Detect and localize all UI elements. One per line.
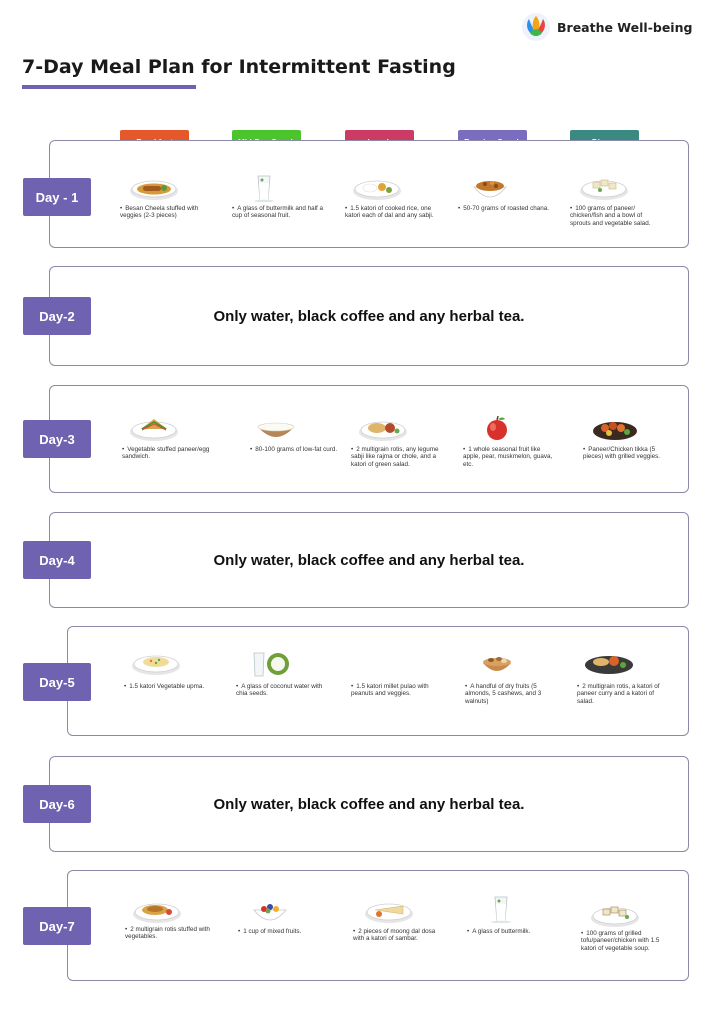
meal-description: • 1.5 katori millet pulao with peanuts and veggies. <box>351 683 445 698</box>
buttermilk-glass-icon <box>238 174 290 202</box>
day-card-4 <box>49 512 689 608</box>
title-emphasis: Intermittent Fasting <box>238 56 456 78</box>
meal-description: • Vegetable stuffed paneer/egg sandwich. <box>122 446 216 461</box>
day-card-5 <box>67 626 689 736</box>
roasted-chana-bowl-icon <box>464 174 516 202</box>
fruit-bowl-icon <box>244 897 296 925</box>
curd-bowl-icon <box>250 415 302 443</box>
day-card-7 <box>67 870 689 981</box>
brand-name: Breathe Well-being <box>557 19 693 35</box>
day-label-3: Day-3 <box>23 420 91 458</box>
dry-fruits-bowl-icon <box>471 649 523 677</box>
day-label-7: Day-7 <box>23 907 91 945</box>
page-title <box>22 56 456 78</box>
day-label-6: Day-6 <box>23 785 91 823</box>
meal-description: • 1.5 katori Vegetable upma. <box>124 683 218 690</box>
meal-description: • 80-100 grams of low-fat curd. <box>250 446 344 453</box>
day-label-1: Day - 1 <box>23 178 91 216</box>
day-label-2: Day-2 <box>23 297 91 335</box>
meal-description: • 2 multigrain rotis, a katori of paneer curry and a katori of salad. <box>577 683 671 705</box>
meal-description: • 100 grams of grilled tofu/paneer/chicken with 1.5 katori of vegetable soup. <box>581 930 675 952</box>
fasting-message: Only water, black coffee and any herbal tea. <box>213 308 525 325</box>
meal-description: • 2 multigrain rotis stuffed with vegetables. <box>125 926 219 941</box>
stuffed-roti-icon <box>131 897 183 925</box>
day-label-5: Day-5 <box>23 663 91 701</box>
fasting-message: Only water, black coffee and any herbal tea. <box>213 552 525 569</box>
meal-description: • A handful of dry fruits (5 almonds, 5 cashews, and 3 walnuts) <box>465 683 559 705</box>
meal-description: • A glass of coconut water with chia seeds. <box>236 683 330 698</box>
dosa-plate-icon <box>363 897 415 925</box>
lotus-logo-icon <box>521 12 551 42</box>
curry-thali-icon <box>583 649 635 677</box>
coconut-water-icon <box>244 649 296 677</box>
apple-icon <box>471 415 523 443</box>
tikka-plate-icon <box>589 415 641 443</box>
meal-description: • Paneer/Chicken tikka (5 pieces) with grilled veggies. <box>583 446 677 461</box>
day-card-1 <box>49 140 689 248</box>
title-prefix: 7-Day Meal Plan for <box>22 56 239 78</box>
meal-description: • A glass of buttermilk. <box>467 928 561 935</box>
meal-description: • Besan Cheela stuffed with veggies (2-3 pieces) <box>120 205 214 220</box>
meal-description: • 1 whole seasonal fruit like apple, pear, muskmelon, guava, etc. <box>463 446 557 468</box>
meal-description: • 1 cup of mixed fruits. <box>238 928 332 935</box>
buttermilk-glass-icon <box>475 895 527 923</box>
paneer-cubes-icon <box>578 174 630 202</box>
meal-description: • 100 grams of paneer/ chicken/fish and a bowl of sprouts and vegetable salad. <box>570 205 664 227</box>
day-card-2 <box>49 266 689 366</box>
grilled-tofu-icon <box>589 901 641 929</box>
day-label-4: Day-4 <box>23 541 91 579</box>
day-card-3 <box>49 385 689 493</box>
meal-description: • 2 pieces of moong dal dosa with a katori of sambar. <box>353 928 447 943</box>
day-card-6 <box>49 756 689 852</box>
brand-header <box>521 12 696 42</box>
roti-curry-icon <box>357 415 409 443</box>
sandwich-icon <box>128 415 180 443</box>
meal-description: • 50-70 grams of roasted chana. <box>458 205 552 212</box>
upma-plate-icon <box>130 649 182 677</box>
cheela-plate-icon <box>128 174 180 202</box>
meal-description: • 1.5 katori of cooked rice, one katori each of dal and any sabji. <box>345 205 439 220</box>
fasting-message: Only water, black coffee and any herbal tea. <box>213 796 525 813</box>
title-underline <box>22 85 196 89</box>
meal-description: • A glass of buttermilk and half a cup of seasonal fruit. <box>232 205 326 220</box>
meal-description: • 2 multigrain rotis, any legume sabji like rajma or chole, and a katori of green salad. <box>351 446 445 468</box>
rice-dal-plate-icon <box>351 174 403 202</box>
